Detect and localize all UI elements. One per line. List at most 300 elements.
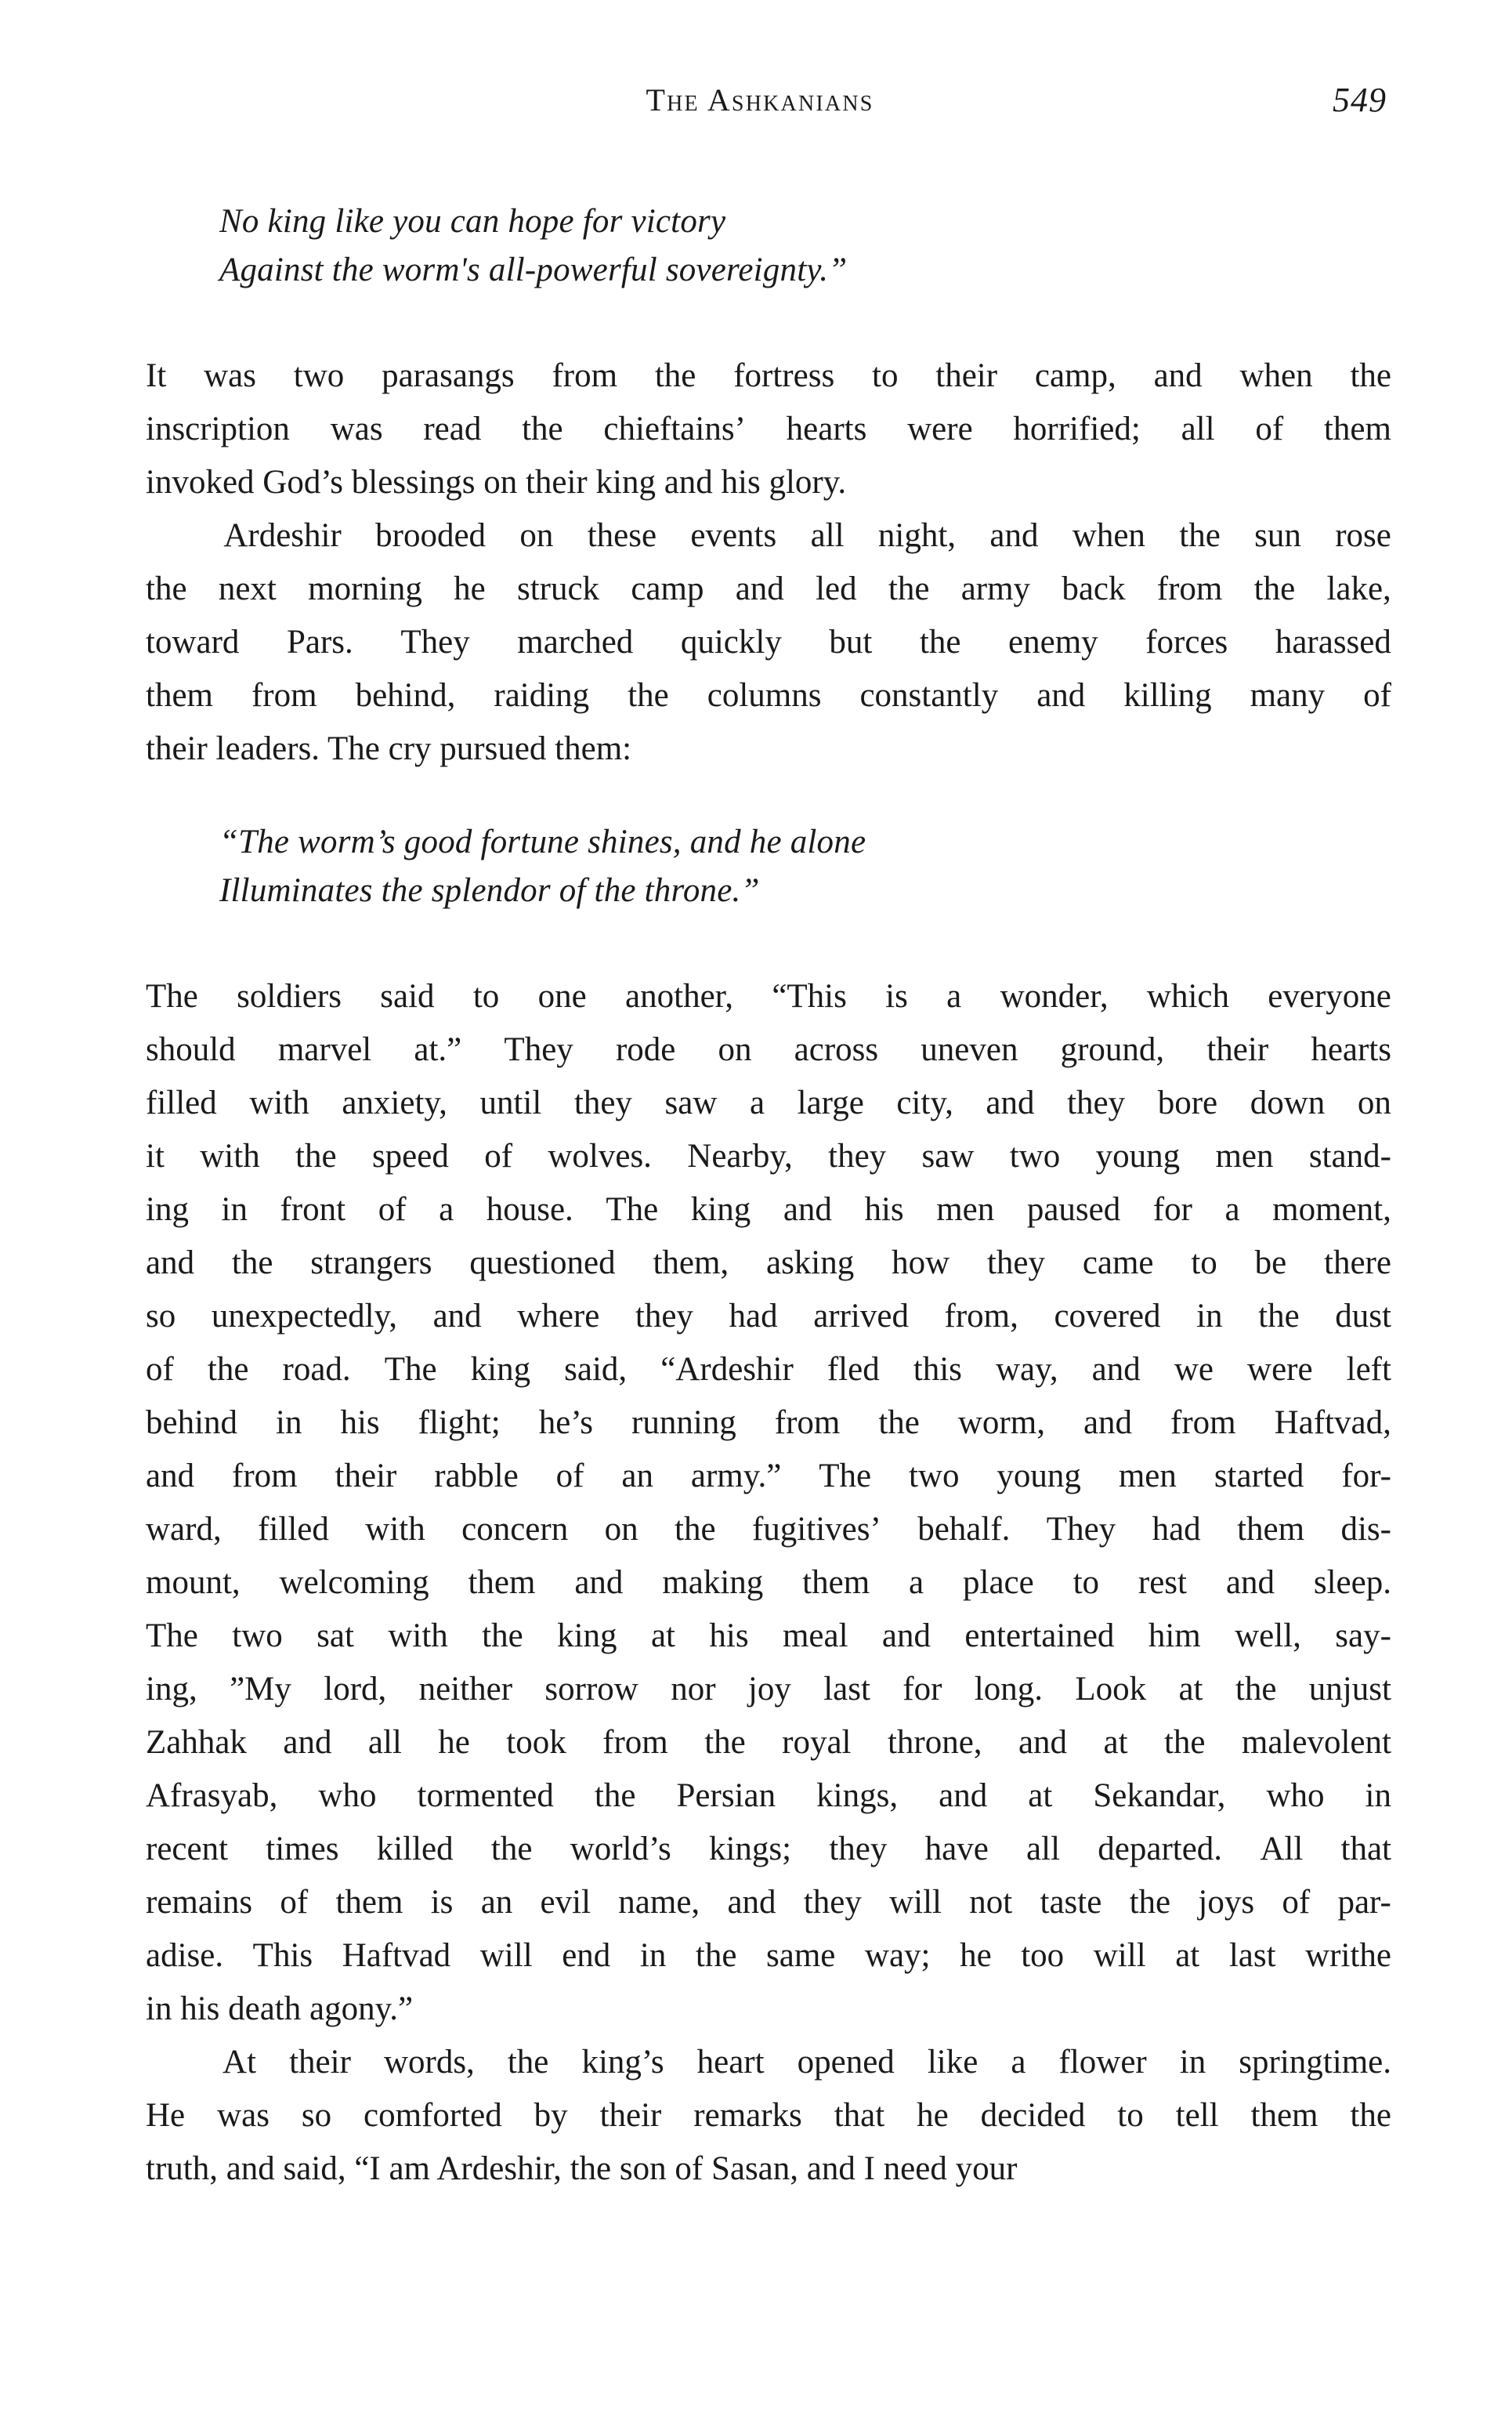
word: of [555,1458,584,1494]
word: them [1237,1511,1305,1548]
word: these [587,517,657,554]
word: king [557,1617,617,1654]
word: with [388,1617,448,1654]
word: from [602,1724,668,1761]
word: will [889,1884,942,1921]
word: harassed [1275,624,1391,661]
word: the [628,677,669,714]
word: who [1266,1777,1325,1814]
word: when [1239,357,1313,394]
word: the [207,1351,249,1388]
word: their [599,2097,662,2134]
word: and [1018,1724,1068,1761]
word: adise. [146,1937,224,1974]
word: Afrasyab, [146,1777,278,1814]
word: hearts [1311,1031,1391,1068]
word: The [384,1351,437,1388]
word: of [280,1884,309,1921]
word: large [797,1085,864,1121]
word: next [218,570,277,607]
text-line [146,1610,1391,1663]
word: of [1363,677,1391,714]
word: arrived [813,1298,909,1335]
word: struck [516,570,600,607]
text-line [146,1290,1391,1343]
word: army [960,570,1031,607]
word: covered [1054,1298,1161,1335]
text-line [146,1556,1391,1610]
word: them [1250,2097,1318,2134]
word: were [1247,1351,1313,1388]
text-line [146,1929,1391,1983]
word: at [1178,1671,1203,1708]
word: when [1072,517,1145,554]
word: wonder, [1000,978,1109,1015]
word: uneven [921,1031,1018,1068]
word: forces [1145,624,1228,661]
word: kings, [816,1777,899,1814]
word: he’s [538,1404,594,1441]
word: from [774,1404,841,1441]
text-line [146,616,1391,669]
word: last [823,1671,870,1708]
text-line [146,1237,1391,1290]
word: times [266,1831,339,1867]
word: young [997,1458,1081,1494]
word: had [729,1298,778,1335]
word: that [1340,1831,1391,1867]
word: behind, [355,677,456,714]
word: neither [418,1671,513,1708]
word: men [1215,1138,1274,1175]
word: events [690,517,777,554]
word: “This [772,978,847,1015]
word: and [1083,1404,1133,1441]
word: At [222,2044,257,2081]
word: and [146,1244,195,1281]
word: men [1118,1458,1177,1494]
word: joys [1198,1884,1255,1921]
word: The [146,978,198,1015]
text-line [146,403,1391,456]
word: them [802,1564,870,1601]
word: remarks [693,2097,802,2134]
word: quickly [680,624,782,661]
word: will [1093,1937,1146,1974]
word: rabble [434,1458,519,1494]
word: who [318,1777,377,1814]
word: another, [625,978,733,1015]
word: ”My [230,1671,291,1708]
word: and [1036,677,1086,714]
word: They [504,1031,573,1068]
word: the [1350,357,1391,394]
word: their [935,357,998,394]
word: on [519,517,554,554]
word: and [783,1191,832,1228]
text-line [146,2089,1391,2142]
word: tormented [417,1777,554,1814]
word: in [221,1191,248,1228]
word: taste [1040,1884,1102,1921]
word: mount, [146,1564,241,1601]
word: an [480,1884,513,1921]
text-line [146,669,1391,723]
word: dust [1335,1298,1391,1335]
word: speed [371,1138,449,1175]
text-line [146,1450,1391,1503]
word: his [340,1404,380,1441]
word: started [1214,1458,1304,1494]
word: the [1258,1298,1300,1335]
word: they [986,1244,1045,1281]
word: with [365,1511,425,1548]
word: to [472,978,500,1015]
text-line [146,1876,1391,1929]
text-line [146,1663,1391,1716]
word: to [1073,1564,1100,1601]
word: the [675,1511,716,1548]
word: the [1235,1671,1277,1708]
word: inscription [146,411,290,447]
word: his [864,1191,904,1228]
word: like [927,2044,978,2081]
word: behalf. [917,1511,1011,1548]
word: the [878,1404,920,1441]
word: a [439,1191,454,1228]
word: ing [146,1191,189,1228]
word: and [1153,357,1203,394]
word: opened [797,2044,895,2081]
word: a [909,1564,924,1601]
word: the [704,1724,746,1761]
word: saw [921,1138,975,1175]
word: too [1021,1937,1065,1974]
word: tell [1175,2097,1219,2134]
word: departed. [1098,1831,1223,1867]
word: sun [1254,517,1301,554]
paragraph-2 [146,509,1391,776]
word: is [430,1884,454,1921]
word: par- [1337,1884,1391,1921]
word: it [146,1138,165,1175]
text-line: invoked God’s blessings on their king and his glory. [146,464,847,501]
word: on [718,1031,752,1068]
text-line [146,563,1391,616]
word: we [1174,1351,1214,1388]
word: the [507,2044,549,2081]
word: fortress [733,357,835,394]
word: Haftvad [342,1937,451,1974]
word: a [749,1085,765,1121]
word: the [1350,2097,1391,2134]
word: by [534,2097,568,2134]
text-line [146,1716,1391,1769]
word: he [917,2097,949,2134]
word: sat [317,1617,354,1654]
word: They [400,624,470,661]
word: they [828,1138,887,1175]
word: Sekandar, [1093,1777,1226,1814]
word: and [881,1617,931,1654]
verse-block-2 [146,818,1391,915]
word: camp [631,570,704,607]
text-line: truth, and said, “I am Ardeshir, the son of Sasan, and I need your [146,2150,1018,2187]
word: how [892,1244,950,1281]
word: of [1255,411,1284,447]
word: They [1046,1511,1116,1548]
word: and [727,1884,776,1921]
word: they [573,1085,632,1121]
word: chieftains’ [603,411,746,447]
word: ward, [146,1511,222,1548]
word: way, [995,1351,1058,1388]
word: ground, [1060,1031,1165,1068]
word: was [204,357,256,394]
text-line: in his death agony.” [146,1990,414,2027]
word: an [621,1458,653,1494]
word: constantly [859,677,999,714]
word: fled [827,1351,880,1388]
word: world’s [570,1831,671,1867]
word: and [574,1564,624,1601]
word: horrified; [1013,411,1141,447]
word: the [919,624,961,661]
word: the [1129,1884,1171,1921]
word: The [606,1191,659,1228]
word: front [280,1191,346,1228]
word: house. [486,1191,573,1228]
word: they [829,1831,888,1867]
word: moment, [1272,1191,1391,1228]
word: Zahhak [146,1724,247,1761]
word: The [146,1617,198,1654]
word: was [217,2097,269,2134]
word: enemy [1008,624,1098,661]
word: Look [1075,1671,1147,1708]
word: kings; [708,1831,792,1867]
word: the [1163,1724,1206,1761]
word: to [1191,1244,1217,1281]
word: all [810,517,845,554]
word: his [709,1617,749,1654]
word: at.” [414,1031,462,1068]
word: of [378,1191,407,1228]
word: the [695,1937,737,1974]
text-line: their leaders. The cry pursued them: [146,730,632,767]
word: say- [1335,1617,1391,1654]
word: on [1357,1085,1391,1121]
word: from [232,1458,298,1494]
word: concern [461,1511,569,1548]
word: filled [258,1511,329,1548]
word: one [537,978,587,1015]
word: until [479,1085,542,1121]
word: the [1253,570,1296,607]
word: “Ardeshir [660,1351,794,1388]
word: two [293,357,345,394]
word: two [909,1458,960,1494]
word: their [1206,1031,1269,1068]
word: at [1103,1724,1128,1761]
word: parasangs [382,357,515,394]
word: Nearby, [687,1138,793,1175]
word: he [454,570,486,607]
word: so [301,2097,332,2134]
word: and [1225,1564,1275,1601]
word: for- [1341,1458,1391,1494]
word: the [231,1244,273,1281]
word: All [1260,1831,1304,1867]
word: they [803,1884,862,1921]
word: rode [615,1031,676,1068]
word: king [470,1351,531,1388]
word: rest [1138,1564,1187,1601]
word: from [1156,570,1223,607]
word: for [1152,1191,1192,1228]
word: hearts [786,411,867,447]
word: there [1324,1244,1391,1281]
word: and [283,1724,332,1761]
word: the [482,1617,523,1654]
word: and [146,1458,195,1494]
word: the [1179,517,1221,554]
word: strangers [310,1244,432,1281]
word: he [960,1937,992,1974]
word: Persian [676,1777,776,1814]
word: from [552,357,618,394]
word: but [829,624,873,661]
word: camp, [1034,357,1116,394]
paragraph-3 [146,970,1391,2036]
word: the [295,1138,337,1175]
word: said, [564,1351,628,1388]
word: them [335,1884,403,1921]
word: from [1170,1404,1236,1441]
word: writhe [1305,1937,1391,1974]
word: killing [1123,677,1212,714]
word: Pars. [286,624,353,661]
word: the [490,1831,533,1867]
word: morning [308,570,422,607]
word: filled [146,1085,217,1121]
word: at [1175,1937,1200,1974]
word: where [517,1298,600,1335]
word: bore [1157,1085,1218,1121]
word: not [969,1884,1013,1921]
text-line [146,1769,1391,1823]
word: led [816,570,857,607]
word: two [232,1617,283,1654]
word: raiding [494,677,590,714]
word: will [479,1937,533,1974]
word: same [766,1937,836,1974]
word: remains [146,1884,253,1921]
word: and [1091,1351,1141,1388]
word: which [1146,978,1229,1015]
word: them [1323,411,1391,447]
word: a [1011,2044,1026,2081]
word: unexpectedly, [211,1298,398,1335]
word: two [1009,1138,1061,1175]
page-number: 549 [1333,81,1387,119]
word: at [1028,1777,1053,1814]
text-line [146,2036,1391,2089]
word: was [330,411,383,447]
word: their [335,1458,397,1494]
spacer [146,915,1391,970]
word: Ardeshir [223,517,342,554]
word: nor [671,1671,716,1708]
word: sleep. [1313,1564,1391,1601]
word: and [989,517,1039,554]
word: down [1250,1085,1326,1121]
word: ing, [146,1671,197,1708]
page-title: The Ashkanians [646,82,874,118]
word: across [794,1031,879,1068]
word: heart [696,2044,765,2081]
word: in [1179,2044,1206,2081]
verse-line: Against the worm's all-powerful sovereignty.” [219,252,848,288]
word: army.” [690,1458,782,1494]
word: king’s [581,2044,664,2081]
word: young [1095,1138,1181,1175]
word: them, [653,1244,729,1281]
word: should [146,1031,236,1068]
word: place [963,1564,1034,1601]
word: with [200,1138,260,1175]
running-head [133,81,1387,129]
text-line [146,1503,1391,1556]
word: the [146,570,187,607]
word: of [484,1138,513,1175]
text-line [146,1077,1391,1130]
word: of [146,1351,174,1388]
word: him [1148,1617,1201,1654]
word: asking [765,1244,855,1281]
word: toward [146,624,240,661]
word: many [1250,677,1326,714]
word: came [1082,1244,1154,1281]
word: this [913,1351,962,1388]
word: had [1152,1511,1201,1548]
word: king [690,1191,751,1228]
word: questioned [469,1244,616,1281]
word: royal [782,1724,852,1761]
text-line [146,1396,1391,1450]
word: rose [1335,517,1391,554]
word: Haftvad, [1274,1404,1391,1441]
spacer [146,295,1391,350]
word: of [1282,1884,1311,1921]
word: flight; [418,1404,501,1441]
word: unjust [1308,1671,1391,1708]
word: left [1346,1351,1391,1388]
verse-block-1 [146,197,1391,295]
word: recent [146,1831,229,1867]
word: the [522,411,563,447]
word: in [639,1937,667,1974]
word: fugitives’ [751,1511,881,1548]
word: for [902,1671,942,1708]
word: all [1181,411,1215,447]
word: well, [1235,1617,1301,1654]
word: wolves. [548,1138,652,1175]
word: from [251,677,317,714]
word: welcoming [279,1564,429,1601]
word: all [1026,1831,1061,1867]
word: end [562,1937,611,1974]
